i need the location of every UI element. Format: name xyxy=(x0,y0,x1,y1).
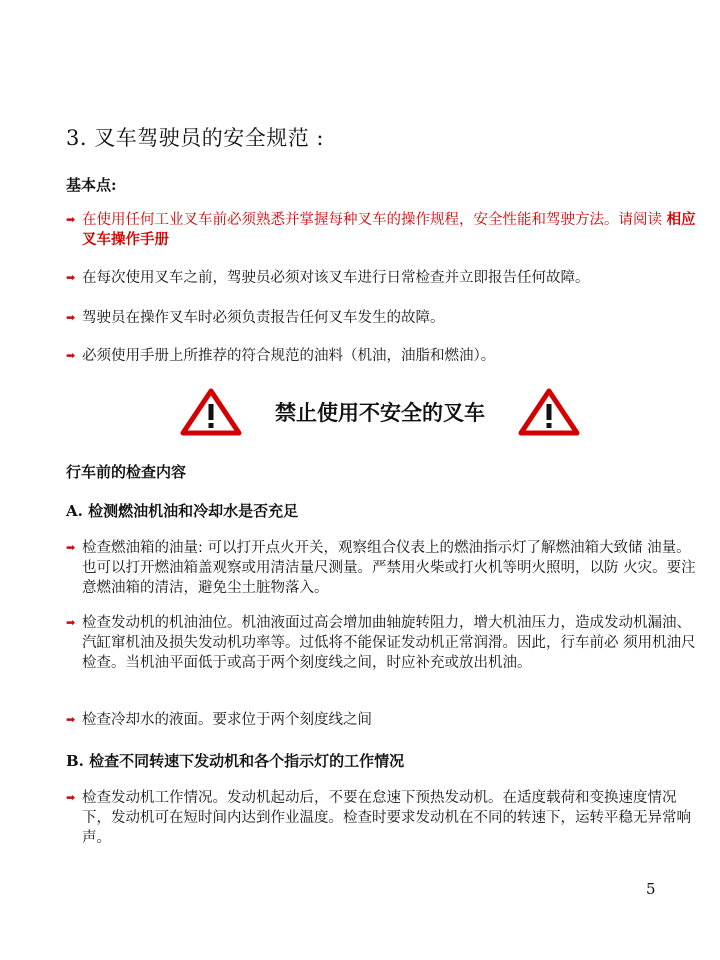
bullet-arrow-icon: ➡ xyxy=(66,213,76,226)
bullet-arrow-icon: ➡ xyxy=(66,311,76,324)
section-title: 3. 叉车驾驶员的安全规范 : xyxy=(66,126,324,150)
bullet-arrow-icon: ➡ xyxy=(66,713,76,726)
warning-banner xyxy=(180,387,580,437)
bullet-arrow-icon: ➡ xyxy=(66,349,76,362)
section-a-item-1-text: 检查燃油箱的油量: 可以打开点火开关，观察组合仪表上的燃油指示灯了解燃油箱大致储 油量。也可以打开燃油箱盖观察或用清洁量尺测量。严禁用火柴或打火机等明火照明，以防 火灾。要注意燃油箱的清洁，避免尘土脏物落入。 xyxy=(82,540,696,596)
basic-point-3 xyxy=(66,308,696,328)
pre-drive-heading: 行车前的检查内容 xyxy=(66,463,187,481)
bullet-arrow-icon: ➡ xyxy=(66,271,76,284)
basic-point-4-text: 必须使用手册上所推荐的符合规范的油料（机油，油脂和燃油）。 xyxy=(82,348,496,364)
warning-text: 禁止使用不安全的叉车 xyxy=(275,401,485,425)
basic-points-heading: 基本点: xyxy=(66,176,117,194)
bullet-arrow-icon: ➡ xyxy=(66,616,76,629)
section-a-item-3-text: 检查冷却水的液面。要求位于两个刻度线之间 xyxy=(82,712,372,728)
basic-point-2 xyxy=(66,268,696,288)
section-a-item-1 xyxy=(66,538,696,598)
section-a-heading: A. 检测燃油机油和冷却水是否充足 xyxy=(66,502,299,520)
section-b-item-1 xyxy=(66,788,696,848)
basic-point-1 xyxy=(66,210,696,250)
section-a-item-2 xyxy=(66,613,696,673)
page-number: 5 xyxy=(646,880,656,898)
manual-reference: 相应叉车操作手册 xyxy=(82,212,696,248)
bullet-arrow-icon: ➡ xyxy=(66,791,76,804)
basic-point-3-text: 驾驶员在操作叉车时必须负责报告任何叉车发生的故障。 xyxy=(82,310,445,326)
basic-point-2-text: 在每次使用叉车之前，驾驶员必须对该叉车进行日常检查并立即报告任何故障。 xyxy=(82,270,590,286)
warning-triangle-icon xyxy=(180,388,242,436)
section-a-item-2-text: 检查发动机的机油油位。机油液面过高会增加曲轴旋转阻力，增大机油压力，造成发动机漏油、 汽缸窜机油及损失发动机功率等。过低将不能保证发动机正常润滑。因此，行车前必 须用机油尺检查。当机油平面低于或高于两个刻度线之间，时应补充或放出机油。 xyxy=(82,615,696,671)
basic-point-4 xyxy=(66,346,696,366)
section-b-heading: B. 检查不同转速下发动机和各个指示灯的工作情况 xyxy=(66,752,405,770)
section-b-item-1-text: 检查发动机工作情况。发动机起动后，不要在怠速下预热发动机。在适度载荷和变换速度情况 下，发动机可在短时间内达到作业温度。检查时要求发动机在不同的转速下，运转平稳无异常响声。 xyxy=(82,790,691,846)
bullet-arrow-icon: ➡ xyxy=(66,541,76,554)
section-a-item-3 xyxy=(66,710,696,730)
basic-point-1-text: 在使用任何工业叉车前必须熟悉并掌握每种叉车的操作规程，安全性能和驾驶方法。请阅读 xyxy=(82,212,667,228)
warning-triangle-icon xyxy=(518,388,580,436)
